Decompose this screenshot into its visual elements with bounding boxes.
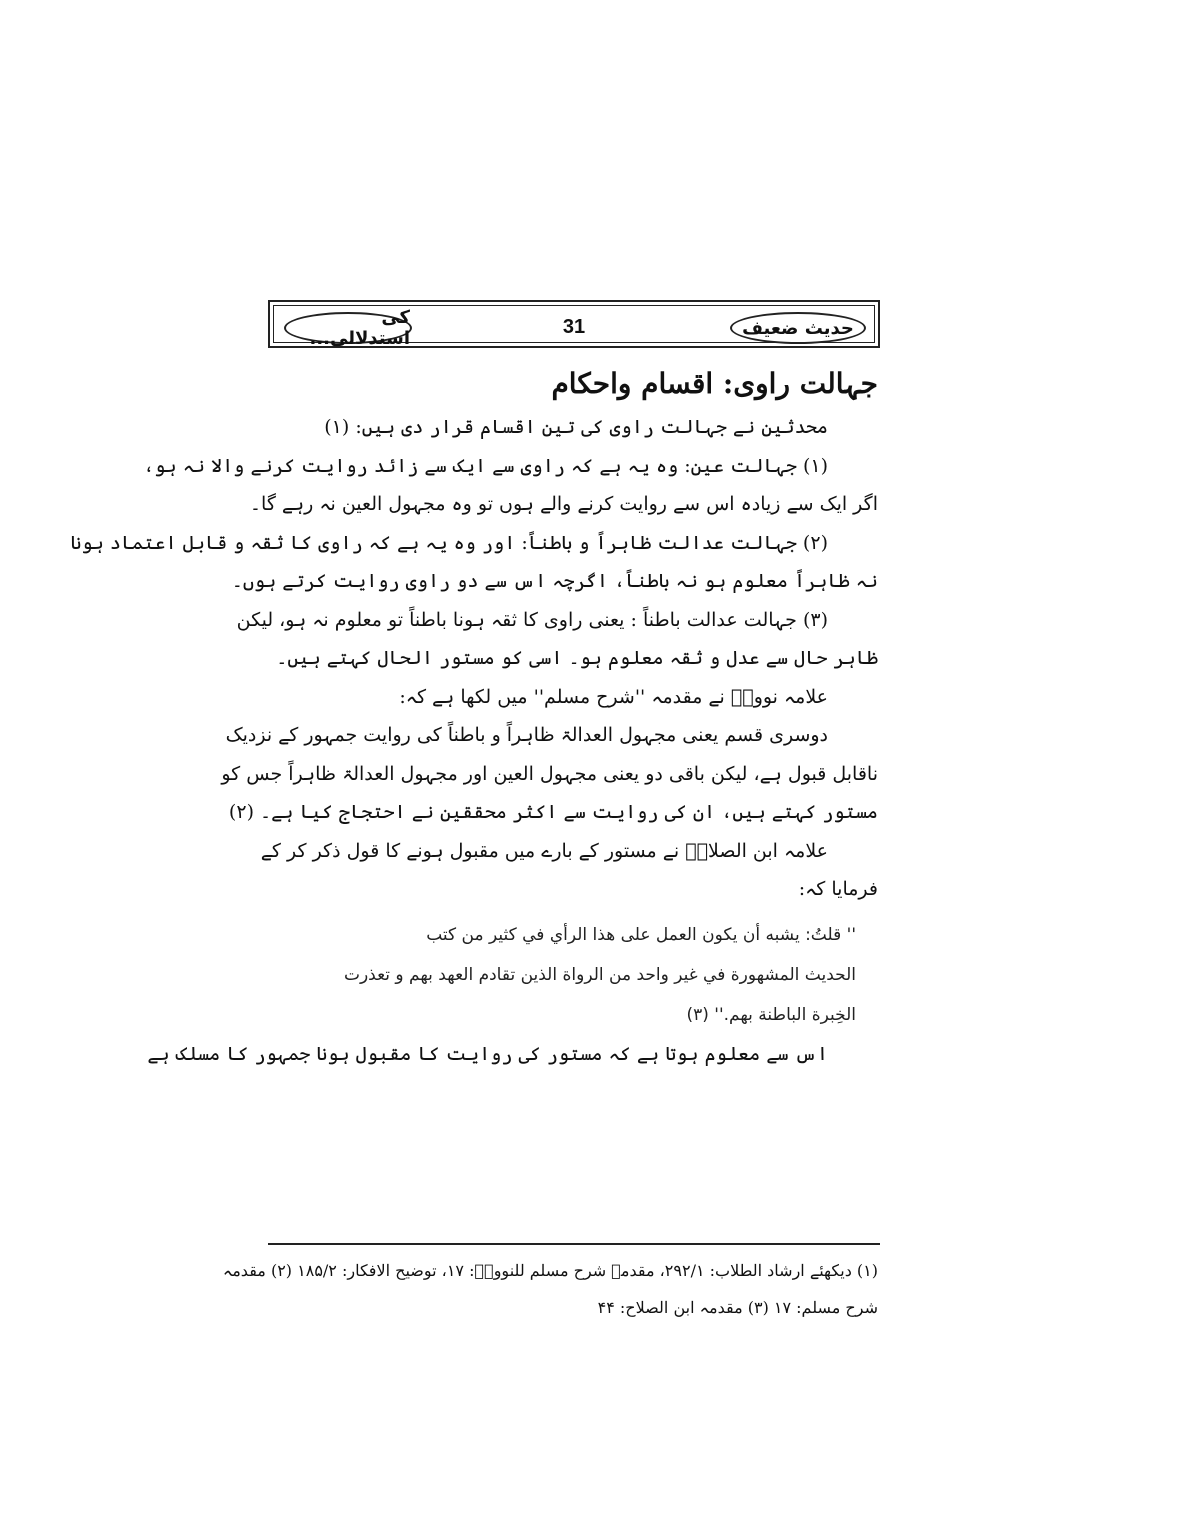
body-line: مستور کہتے ہیں، ان کی روایت سے اکثر محققین نے احتجاج کیا ہے۔ (۲) (228, 801, 878, 823)
section-heading: جہالت راوی: اقسام واحکام (551, 367, 878, 400)
footnote-divider (268, 1243, 880, 1245)
body-line: نہ ظاہراً معلوم ہو نہ باطناً، اگرچہ اس سے دو راوی روایت کرتے ہوں۔ (231, 570, 878, 592)
body-line: (۲) جہالت عدالت ظاہراً و باطناً: اور وہ یہ ہے کہ راوی کا ثقہ و قابل اعتماد ہونا (70, 531, 828, 554)
arabic-quote-line: الحديث المشهورة في غير واحد من الرواة الذين تقادم العهد بهم و تعذرت (343, 964, 856, 985)
footnote-line: (۱) دیکھئے ارشاد الطلاب: ۲۹۲/۱، مقدمہ شرح مسلم للنوویؒ: ۱۷، توضیح الافکار: ۱۸۵/۲ (۲) مقدمہ (222, 1261, 878, 1280)
body-line: ظاہر حال سے عدل و ثقہ معلوم ہو۔ اسی کو مستور الحال کہتے ہیں۔ (276, 647, 878, 669)
page-number: 31 (562, 316, 586, 338)
footnote-line: شرح مسلم: ۱۷ (۳) مقدمہ ابن الصلاح: ۴۴ (597, 1298, 878, 1317)
book-title-badge: حديث ضعيف (730, 312, 866, 344)
page-header-inner-frame (273, 305, 875, 349)
arabic-quote (270, 915, 878, 1035)
page-header (268, 300, 880, 348)
body-line: علامہ ابن الصلاحؒ نے مستور کے بارے میں مقبول ہونے کا قول ذکر کر کے (260, 839, 828, 862)
page-body (70, 360, 878, 1073)
chapter-title-badge: كى استدلالى... (284, 312, 412, 344)
arabic-quote-line: الخِبرة الباطنة بهم.'' (۳) (686, 1004, 856, 1025)
arabic-quote-line: '' قلتُ: يشبه أن يكون العمل على هذا الرأي في كثير من كتب (426, 924, 856, 945)
body-line: علامہ نوویؒ نے مقدمہ ''شرح مسلم'' میں لکھا ہے کہ: (399, 685, 828, 708)
body-line: (۳) جہالت عدالت باطناً : یعنی راوی کا ثقہ ہونا باطناً تو معلوم نہ ہو، لیکن (236, 608, 828, 631)
body-line: فرمایا کہ: (798, 878, 878, 900)
intro-line: محدثین نے جہالت راوی کی تین اقسام قرار دی ہیں: (۱) (324, 416, 828, 438)
body-line: اگر ایک سے زیادہ اس سے روایت کرنے والے ہوں تو وہ مجہول العین نہ رہے گا۔ (249, 493, 878, 515)
closing-line: اس سے معلوم ہوتا ہے کہ مستور کی روایت کا مقبول ہونا جمہور کا مسلک ہے (147, 1042, 828, 1065)
body-line: دوسری قسم یعنی مجہول العدالۃ ظاہراً و باطناً کی روایت جمہور کے نزدیک (225, 724, 828, 746)
body-line: ناقابل قبول ہے، لیکن باقی دو یعنی مجہول العین اور مجہول العدالۃ ظاہراً جس کو (221, 762, 878, 785)
footnotes (222, 1252, 878, 1326)
body-line: (۱) جہالت عین: وہ یہ ہے کہ راوی سے ایک سے زائد روایت کرنے والا نہ ہو، (143, 454, 828, 477)
